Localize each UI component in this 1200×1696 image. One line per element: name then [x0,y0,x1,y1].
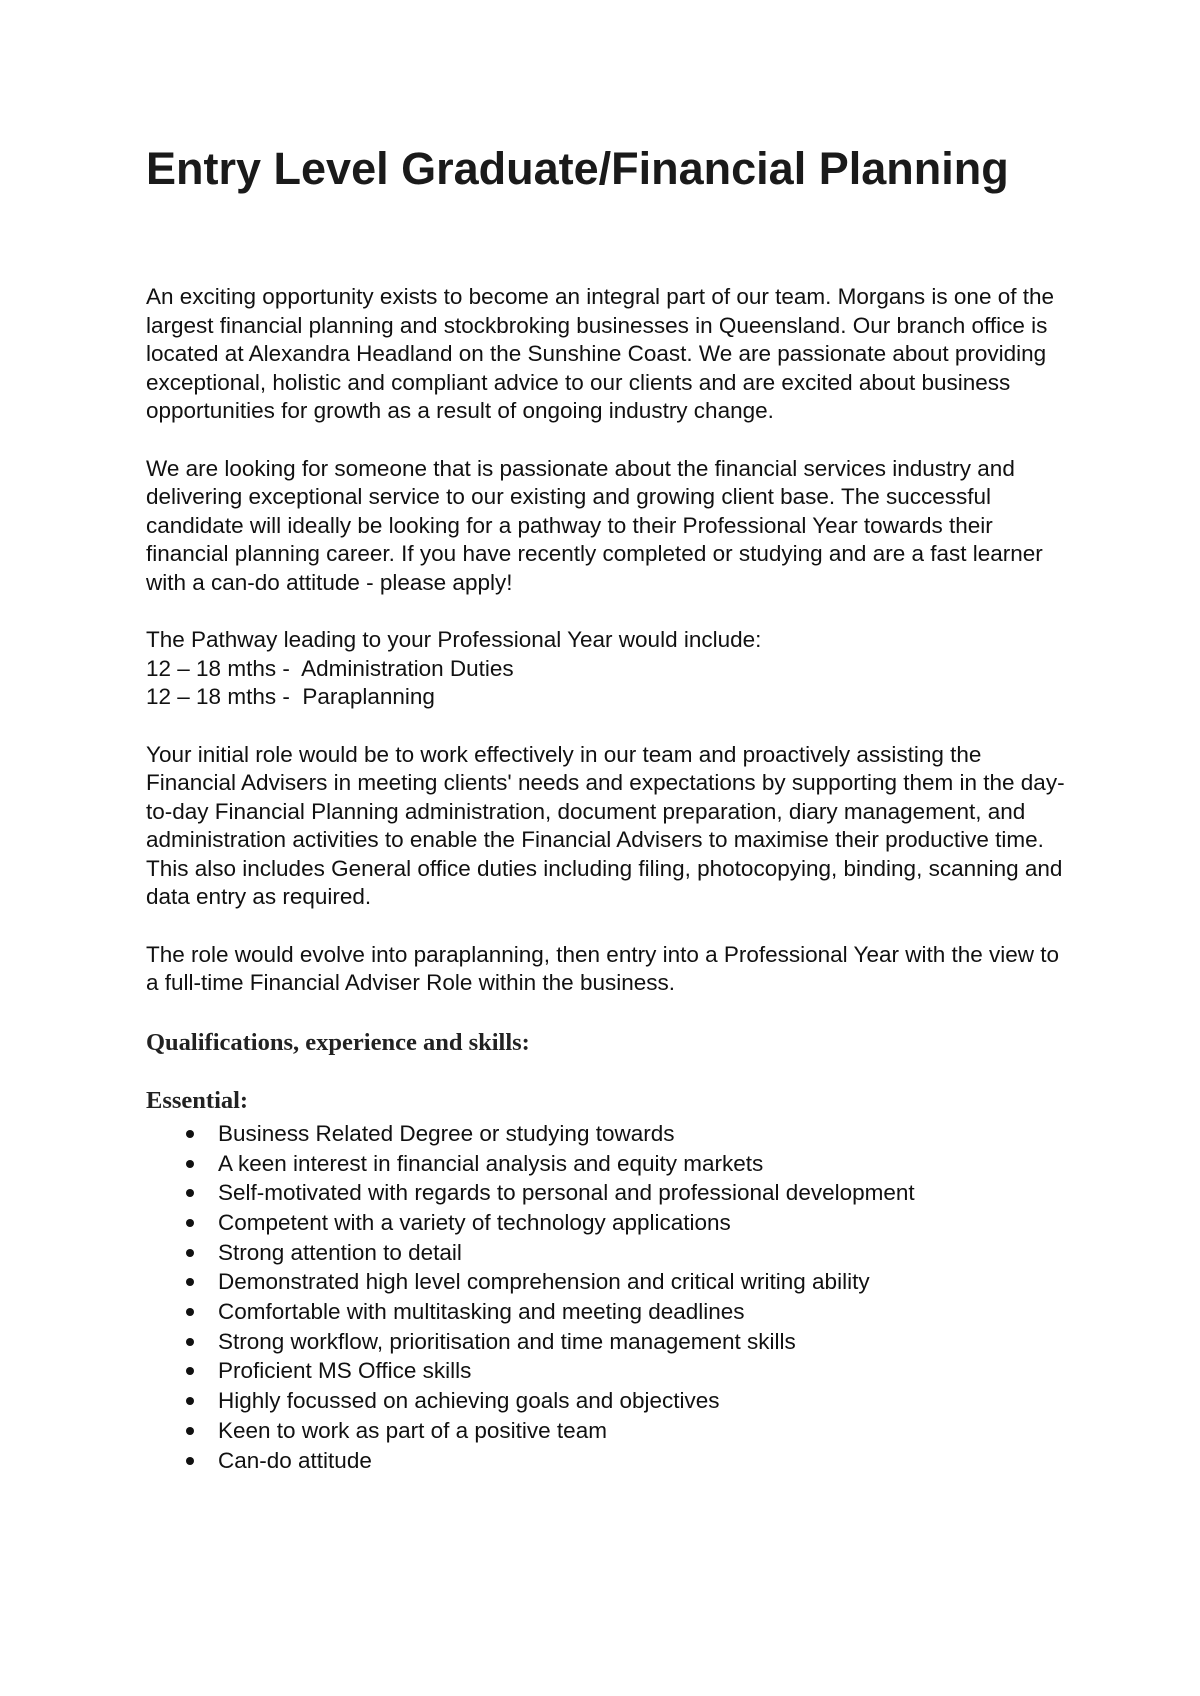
list-item-text: Strong workflow, prioritisation and time management skills [218,1328,796,1354]
bullet-icon [186,1397,194,1405]
list-item-text: Competent with a variety of technology applications [218,1209,731,1235]
qualifications-heading: Qualifications, experience and skills: [146,1028,530,1056]
list-item [146,1356,1076,1386]
role-paragraph: Your initial role would be to work effectively in our team and proactively assisting the Financial Advisers in meeting clients' needs and expectations by supporting them in the day-to-day Financial Planning administration, document preparation, diary management, and administration activities to enable the Financial Advisers to maximise their productive time. This also includes General office duties including filing, photocopying, binding, scanning and data entry as required. [146,741,1065,910]
list-item-text: Can-do attitude [218,1447,372,1473]
list-item-text: Comfortable with multitasking and meeting deadlines [218,1299,745,1325]
bullet-icon [186,1367,194,1375]
candidate-paragraph: We are looking for someone that is passionate about the financial services industry and delivering exceptional service to our existing and growing client base. The successful candidate will ideally be looking for a pathway to their Professional Year towards their financial planning career. If you have recently completed or studying and are a fast learner with a can-do attitude - please apply! [146,455,1043,595]
bullet-icon [186,1249,194,1257]
list-item [146,1238,1076,1268]
list-item [146,1297,1076,1327]
list-item-text: Highly focussed on achieving goals and objectives [218,1388,720,1414]
evolve-paragraph: The role would evolve into paraplanning, then entry into a Professional Year with the view to a full-time Financial Adviser Role within the business. [146,941,1060,996]
bullet-icon [186,1278,194,1286]
list-item-text: Self-motivated with regards to personal and professional development [218,1180,915,1206]
list-item [146,1149,1076,1179]
pathway-heading: The Pathway leading to your Professional Year would include: [146,627,762,653]
pathway-block [146,626,1076,712]
list-item [146,1416,1076,1446]
intro-paragraph: An exciting opportunity exists to become an integral part of our team. Morgans is one of the largest financial planning and stockbroking businesses in Queensland. Our branch office is located at Alexandra Headland on the Sunshine Coast. We are passionate about providing exceptional, holistic and compliant advice to our clients and are excited about business opportunities for growth as a result of ongoing industry change. [146,284,1054,424]
list-item [146,1267,1076,1297]
list-item-text: Proficient MS Office skills [218,1358,472,1384]
essential-section [146,1086,1076,1475]
list-item [146,1208,1076,1238]
list-item [146,1178,1076,1208]
pathway-item: 12 – 18 mths - Administration Duties [146,655,514,681]
bullet-icon [186,1338,194,1346]
pathway-item: 12 – 18 mths - Paraplanning [146,684,435,710]
page-title: Entry Level Graduate/Financial Planning [146,143,1009,194]
list-item-text: Business Related Degree or studying towards [218,1120,675,1146]
bullet-icon [186,1457,194,1465]
bullet-icon [186,1160,194,1168]
document-page [146,140,1076,1475]
list-item [146,1327,1076,1357]
list-item [146,1386,1076,1416]
bullet-icon [186,1427,194,1435]
list-item [146,1119,1076,1149]
bullet-icon [186,1130,194,1138]
essential-heading: Essential: [146,1086,249,1114]
bullet-icon [186,1189,194,1197]
list-item-text: Strong attention to detail [218,1239,462,1265]
list-item [146,1446,1076,1476]
essential-list [146,1119,1076,1475]
list-item-text: A keen interest in financial analysis and equity markets [218,1150,764,1176]
bullet-icon [186,1219,194,1227]
list-item-text: Demonstrated high level comprehension and critical writing ability [218,1269,870,1295]
bullet-icon [186,1308,194,1316]
list-item-text: Keen to work as part of a positive team [218,1417,607,1443]
